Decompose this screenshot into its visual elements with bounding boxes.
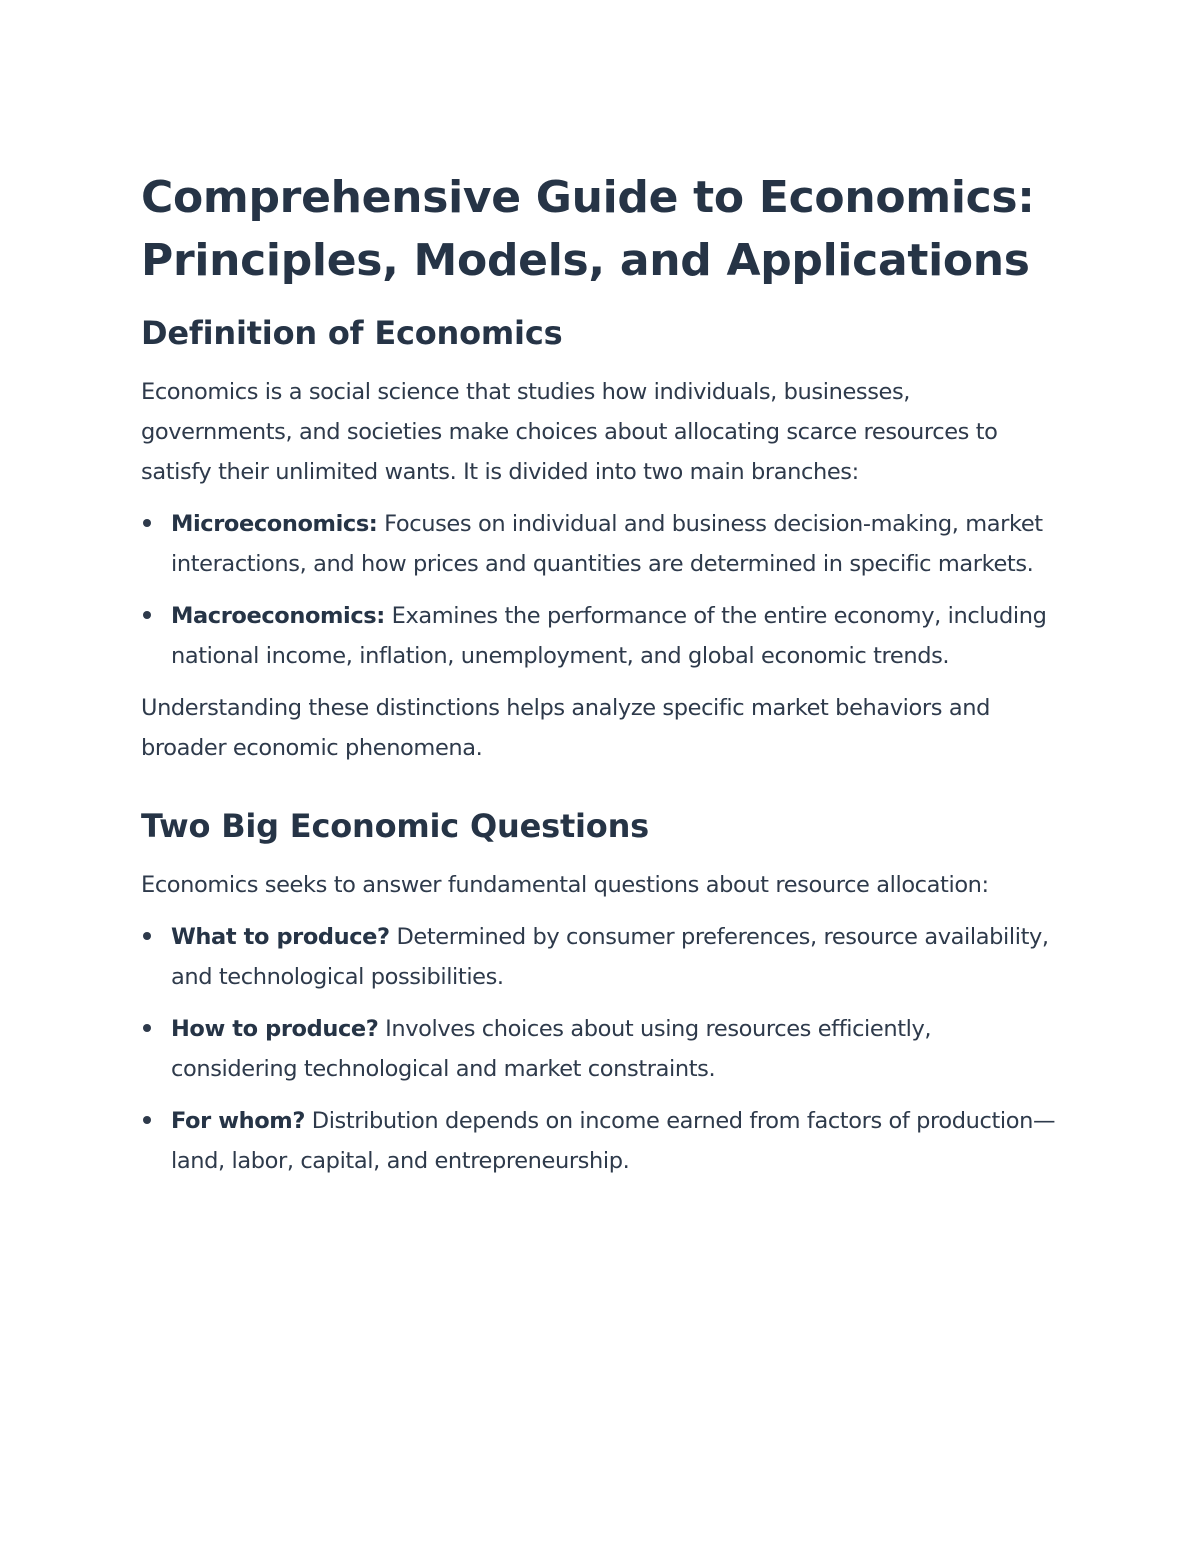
bullet-icon bbox=[143, 1116, 151, 1124]
macroeconomics-text: Examines the performance of the entire economy, including national income, inflation, unemployment, and global economic trends. bbox=[171, 603, 1047, 669]
list-item-macroeconomics bbox=[141, 596, 1061, 676]
list-item-microeconomics bbox=[141, 504, 1061, 584]
definition-heading: Definition of Economics bbox=[141, 314, 563, 352]
title-line-2: Principles, Models, and Applications bbox=[141, 235, 1030, 286]
list-item-for-whom bbox=[141, 1101, 1061, 1181]
definition-closing: Understanding these distinctions helps analyze specific market behaviors and broader economic phenomena. bbox=[141, 695, 990, 761]
bullet-icon bbox=[143, 611, 151, 619]
list-item-what-to-produce bbox=[141, 917, 1061, 997]
term-how-to-produce: How to produce? bbox=[171, 1016, 379, 1042]
title-line-1: Comprehensive Guide to Economics: bbox=[141, 172, 1035, 223]
bullet-icon bbox=[143, 1024, 151, 1032]
term-macroeconomics: Macroeconomics: bbox=[171, 603, 385, 629]
questions-list bbox=[141, 917, 1061, 1181]
term-what-to-produce: What to produce? bbox=[171, 924, 390, 950]
what-to-produce-text: Determined by consumer preferences, resource availability, and technological possibilities. bbox=[171, 924, 1049, 990]
microeconomics-text: Focuses on individual and business decision-making, market interactions, and how prices and quantities are determined in specific markets. bbox=[171, 511, 1043, 577]
term-for-whom: For whom? bbox=[171, 1108, 306, 1134]
bullet-icon bbox=[143, 519, 151, 527]
for-whom-text: Distribution depends on income earned from factors of production—land, labor, capital, and entrepreneurship. bbox=[171, 1108, 1056, 1174]
bullet-icon bbox=[143, 932, 151, 940]
document-title bbox=[141, 166, 1061, 292]
questions-heading: Two Big Economic Questions bbox=[141, 807, 650, 845]
term-microeconomics: Microeconomics: bbox=[171, 511, 378, 537]
how-to-produce-text: Involves choices about using resources efficiently, considering technological and market constraints. bbox=[171, 1016, 932, 1082]
document-page bbox=[141, 166, 1061, 1193]
list-item-how-to-produce bbox=[141, 1009, 1061, 1089]
definition-intro: Economics is a social science that studies how individuals, businesses, governments, and societies make choices about allocating scarce resources to satisfy their unlimited wants. It is divided into two main branches: bbox=[141, 379, 998, 485]
branches-list bbox=[141, 504, 1061, 676]
questions-intro: Economics seeks to answer fundamental questions about resource allocation: bbox=[141, 872, 989, 898]
